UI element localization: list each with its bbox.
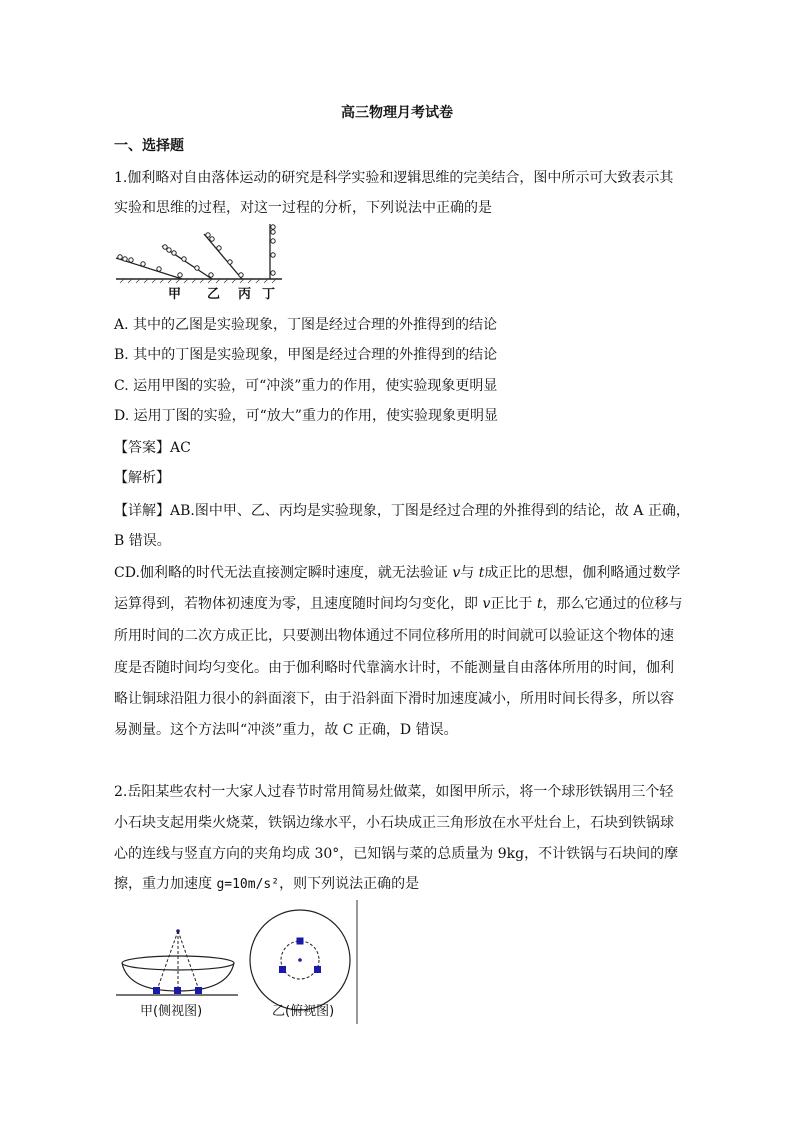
q1-option-b: B. 其中的丁图是实验现象，甲图是经过合理的外推得到的结论	[114, 347, 498, 363]
q1-cd-line5: 略让铜球沿阻力很小的斜面滚下，由于沿斜面下滑时加速度减小，所用时间长得多，所以容	[114, 691, 674, 707]
section-heading: 一、选择题	[114, 138, 184, 154]
text-run: 正比于	[490, 596, 537, 612]
caption-side-view: 甲(侧视图)	[140, 1004, 203, 1019]
q1-detail-line2: B 错误。	[114, 533, 171, 549]
q1-detail-line1: 【详解】AB.图中甲、乙、丙均是实验现象，丁图是经过合理的外推得到的结论，故 A 正确，	[114, 503, 690, 519]
q2-stem-line1: 2.岳阳某些农村一大家人过春节时常用简易灶做菜，如图甲所示，将一个球形铁锅用三个轻	[114, 784, 674, 800]
q1-cd-line4: 度是否随时间均匀变化。由于伽利略时代靠滴水计时，不能测量自由落体所用的时间，伽利	[114, 660, 674, 676]
text-run: ，则下列说法正确的是	[279, 876, 420, 892]
q1-cd-line3: 所用时间的二次方成正比，只要测出物体通过不同位移所用的时间就可以验证这个物体的速	[114, 628, 674, 644]
figure-label-jia: 甲	[168, 287, 182, 302]
q1-cd-line1	[114, 562, 680, 582]
wok-side-view-figure	[112, 920, 242, 1028]
text-run: 成正比的思想，伽利略通过数学	[484, 565, 681, 581]
q1-stem-line2: 实验和思维的过程，对这一过程的分析，下列说法中正确的是	[114, 200, 492, 216]
q1-galileo-figure	[112, 222, 290, 302]
q2-stem-line2: 小石块支起用柴火烧菜，铁锅边缘水平，小石块成正三角形放在水平灶台上，石块到铁锅球	[114, 815, 674, 831]
q1-stem-line1: 1.伽利略对自由落体运动的研究是科学实验和逻辑思维的完美结合，图中所示可大致表示其	[114, 170, 674, 186]
velocity-symbol: v	[452, 565, 461, 581]
figure-label-yi: 乙	[207, 287, 221, 302]
q1-cd-line2	[114, 593, 682, 613]
figure-label-bing: 丙	[238, 287, 252, 302]
q1-option-c: C. 运用甲图的实验，可“冲淡”重力的作用，使实验现象更明显	[114, 378, 498, 394]
text-run: ，那么它通过的位移与	[542, 596, 683, 612]
q1-cd-line6: 易测量。这个方法叫“冲淡”重力，故 C 正确，D 错误。	[114, 722, 458, 738]
q1-option-d: D. 运用丁图的实验，可“放大”重力的作用，使实验现象更明显	[114, 408, 498, 424]
figure-label-ding: 丁	[262, 287, 276, 302]
gravity-value: g=10m/s²	[216, 877, 280, 892]
text-run: CD.伽利略的时代无法直接测定瞬时速度，就无法验证	[114, 565, 453, 581]
time-symbol: t	[536, 596, 543, 612]
text-run: 擦，重力加速度	[114, 876, 217, 892]
text-run: 与	[460, 565, 479, 581]
wok-top-view-figure	[242, 898, 360, 1028]
page-title: 高三物理月考试卷	[341, 105, 453, 121]
q2-stem-line4	[114, 873, 419, 893]
velocity-symbol: v	[482, 596, 491, 612]
q1-analysis-heading: 【解析】	[114, 470, 170, 486]
caption-top-view: 乙(俯视图)	[272, 1004, 335, 1019]
text-run: 运算得到，若物体初速度为零，且速度随时间均匀变化，即	[114, 596, 483, 612]
q1-answer: 【答案】AC	[114, 440, 191, 456]
q2-stem-line3: 心的连线与竖直方向的夹角均成 30°，已知锅与菜的总质量为 9kg，不计铁锅与石块间的摩	[114, 846, 679, 862]
q1-option-a: A. 其中的乙图是实验现象，丁图是经过合理的外推得到的结论	[114, 317, 498, 333]
time-symbol: t	[478, 565, 485, 581]
